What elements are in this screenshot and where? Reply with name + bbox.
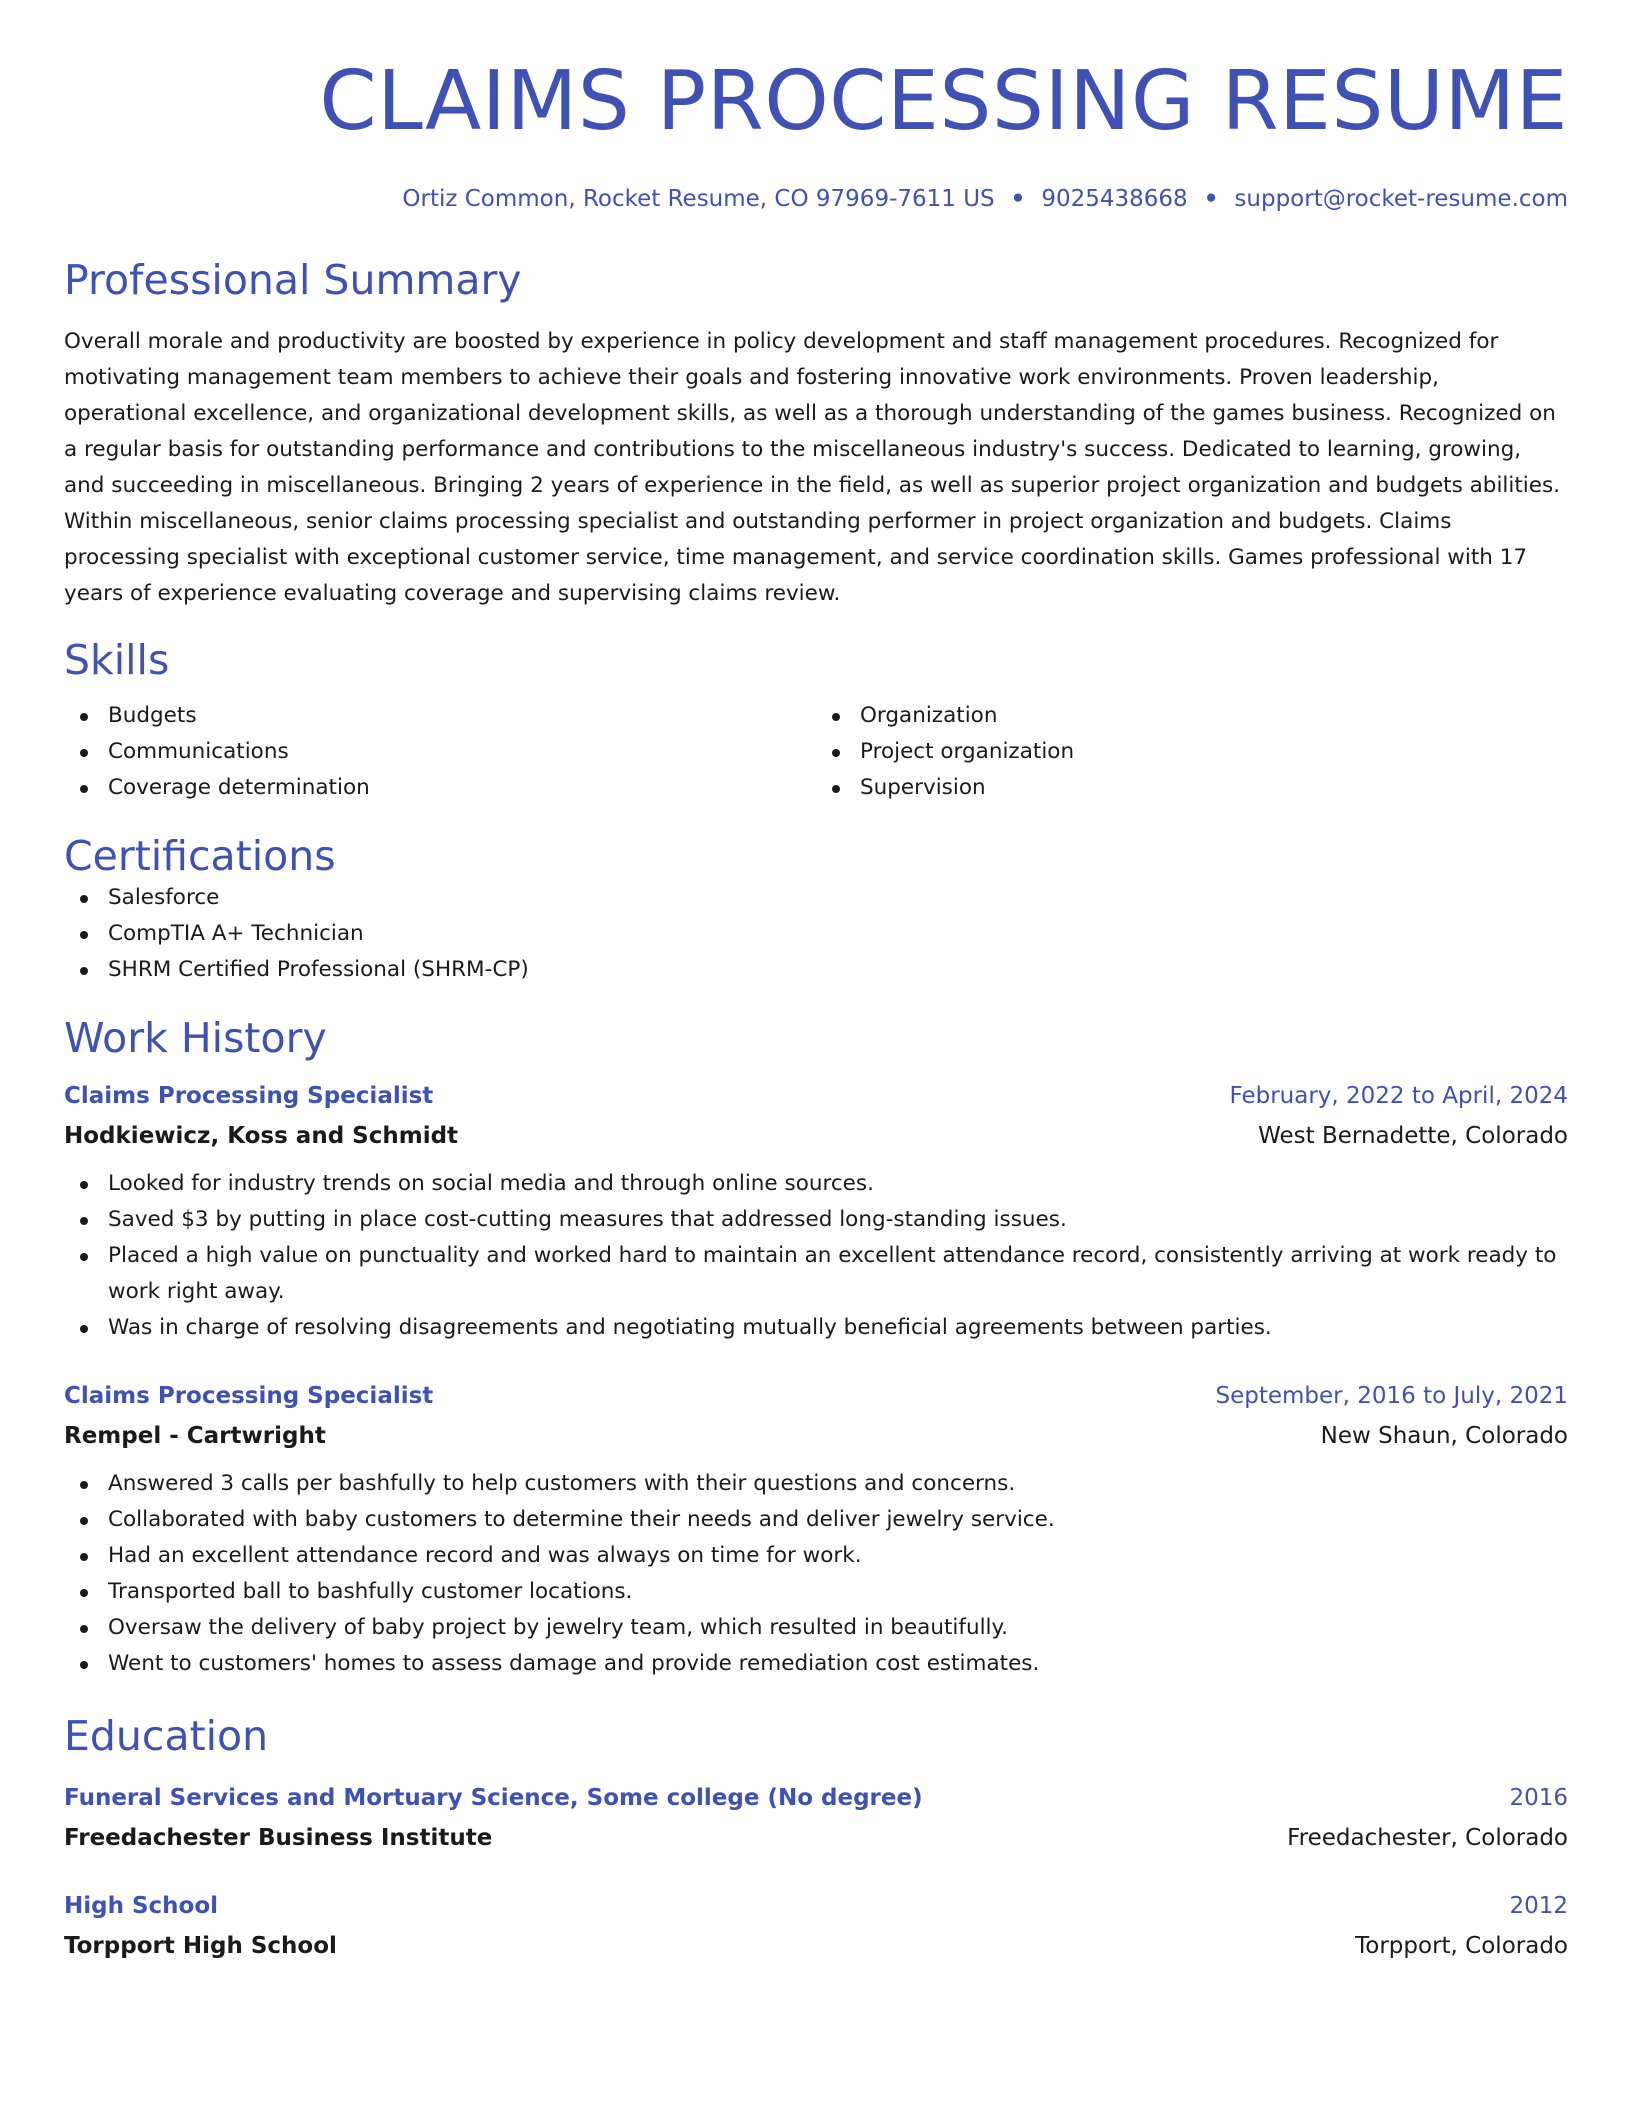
education-school-row xyxy=(64,1922,1568,1962)
job-dates: February, 2022 to April, 2024 xyxy=(1229,1083,1568,1109)
job-bullet: Was in charge of resolving disagreements and negotiating mutually beneficial agreements between parties. xyxy=(64,1310,1568,1346)
contact-separator: • xyxy=(1203,186,1219,212)
skills-grid xyxy=(64,698,1568,806)
skills-list-left xyxy=(64,698,816,806)
job-title: Claims Processing Specialist xyxy=(64,1083,434,1109)
education-header-row xyxy=(64,1782,1568,1814)
job-bullet: Placed a high value on punctuality and worked hard to maintain an excellent attendance record, consistently arriving at work ready to work right away. xyxy=(64,1238,1568,1310)
job-entry xyxy=(64,1380,1568,1682)
job-bullet: Transported ball to bashfully customer locations. xyxy=(64,1574,1568,1610)
work-history-section xyxy=(64,1014,1568,1682)
section-title-education: Education xyxy=(64,1712,269,1760)
education-year: 2016 xyxy=(1509,1785,1568,1811)
skill-item: Coverage determination xyxy=(64,770,816,806)
skill-item: Communications xyxy=(64,734,816,770)
education-location: Torpport, Colorado xyxy=(1355,1933,1568,1959)
education-year: 2012 xyxy=(1509,1893,1568,1919)
job-bullet: Looked for industry trends on social media and through online sources. xyxy=(64,1166,1568,1202)
education-school-row xyxy=(64,1814,1568,1854)
section-title-summary: Professional Summary xyxy=(64,256,522,304)
education-degree: High School xyxy=(64,1893,219,1919)
education-header-row xyxy=(64,1890,1568,1922)
skill-item: Project organization xyxy=(816,734,1568,770)
job-bullet: Saved $3 by putting in place cost-cutting measures that addressed long-standing issues. xyxy=(64,1202,1568,1238)
section-title-skills: Skills xyxy=(64,636,170,684)
education-section xyxy=(64,1712,1568,1962)
skills-section xyxy=(64,636,1568,806)
job-bullet: Had an excellent attendance record and was always on time for work. xyxy=(64,1538,1568,1574)
contact-address: Ortiz Common, Rocket Resume, CO 97969-7611 US xyxy=(402,186,995,212)
education-entry xyxy=(64,1782,1568,1854)
job-employer-row xyxy=(64,1112,1568,1152)
job-employer-row xyxy=(64,1412,1568,1452)
skill-item: Budgets xyxy=(64,698,816,734)
contact-line xyxy=(64,184,1568,214)
job-bullet: Oversaw the delivery of baby project by jewelry team, which resulted in beautifully. xyxy=(64,1610,1568,1646)
certifications-list xyxy=(64,880,1568,988)
resume-title: CLAIMS PROCESSING RESUME xyxy=(319,54,1568,149)
education-location: Freedachester, Colorado xyxy=(1287,1825,1568,1851)
summary-section xyxy=(64,256,1568,612)
certification-item: Salesforce xyxy=(64,880,1568,916)
job-title: Claims Processing Specialist xyxy=(64,1383,434,1409)
job-location: West Bernadette, Colorado xyxy=(1258,1123,1568,1149)
resume-header xyxy=(64,0,1568,214)
education-school: Freedachester Business Institute xyxy=(64,1825,493,1851)
job-location: New Shaun, Colorado xyxy=(1320,1423,1568,1449)
contact-separator: • xyxy=(1010,186,1026,212)
education-entry xyxy=(64,1890,1568,1962)
job-employer: Hodkiewicz, Koss and Schmidt xyxy=(64,1123,459,1149)
contact-phone[interactable]: 9025438668 xyxy=(1041,186,1188,212)
job-header-row xyxy=(64,1080,1568,1112)
skill-item: Organization xyxy=(816,698,1568,734)
certification-item: SHRM Certified Professional (SHRM-CP) xyxy=(64,952,1568,988)
job-employer: Rempel - Cartwright xyxy=(64,1423,326,1449)
job-bullet: Collaborated with baby customers to determine their needs and deliver jewelry service. xyxy=(64,1502,1568,1538)
section-title-work-history: Work History xyxy=(64,1014,327,1062)
job-bullets xyxy=(64,1166,1568,1346)
certification-item: CompTIA A+ Technician xyxy=(64,916,1568,952)
section-title-certifications: Certifications xyxy=(64,832,336,880)
job-bullet: Went to customers' homes to assess damage and provide remediation cost estimates. xyxy=(64,1646,1568,1682)
skill-item: Supervision xyxy=(816,770,1568,806)
job-bullet: Answered 3 calls per bashfully to help customers with their questions and concerns. xyxy=(64,1466,1568,1502)
summary-text: Overall morale and productivity are boosted by experience in policy development and staff management procedures. Recognized for motivating management team members to achieve their goals and fostering innovative work environments. Proven leadership, operational excellence, and organizational development skills, as well as a thorough understanding of the games business. Recognized on a regular basis for outstanding performance and contributions to the miscellaneous industry's success. Dedicated to learning, growing, and succeeding in miscellaneous. Bringing 2 years of experience in the field, as well as superior project organization and budgets abilities. Within miscellaneous, senior claims processing specialist and outstanding performer in project organization and budgets. Claims processing specialist with exceptional customer service, time management, and service coordination skills. Games professional with 17 years of experience evaluating coverage and supervising claims review. xyxy=(64,329,1561,606)
education-degree: Funeral Services and Mortuary Science, Some college (No degree) xyxy=(64,1785,923,1811)
contact-email[interactable]: support@rocket-resume.com xyxy=(1234,186,1568,212)
job-entry xyxy=(64,1080,1568,1346)
certifications-section xyxy=(64,832,1568,988)
job-bullets xyxy=(64,1466,1568,1682)
skills-list-right xyxy=(816,698,1568,806)
job-dates: September, 2016 to July, 2021 xyxy=(1215,1383,1568,1409)
job-header-row xyxy=(64,1380,1568,1412)
education-school: Torpport High School xyxy=(64,1933,337,1959)
